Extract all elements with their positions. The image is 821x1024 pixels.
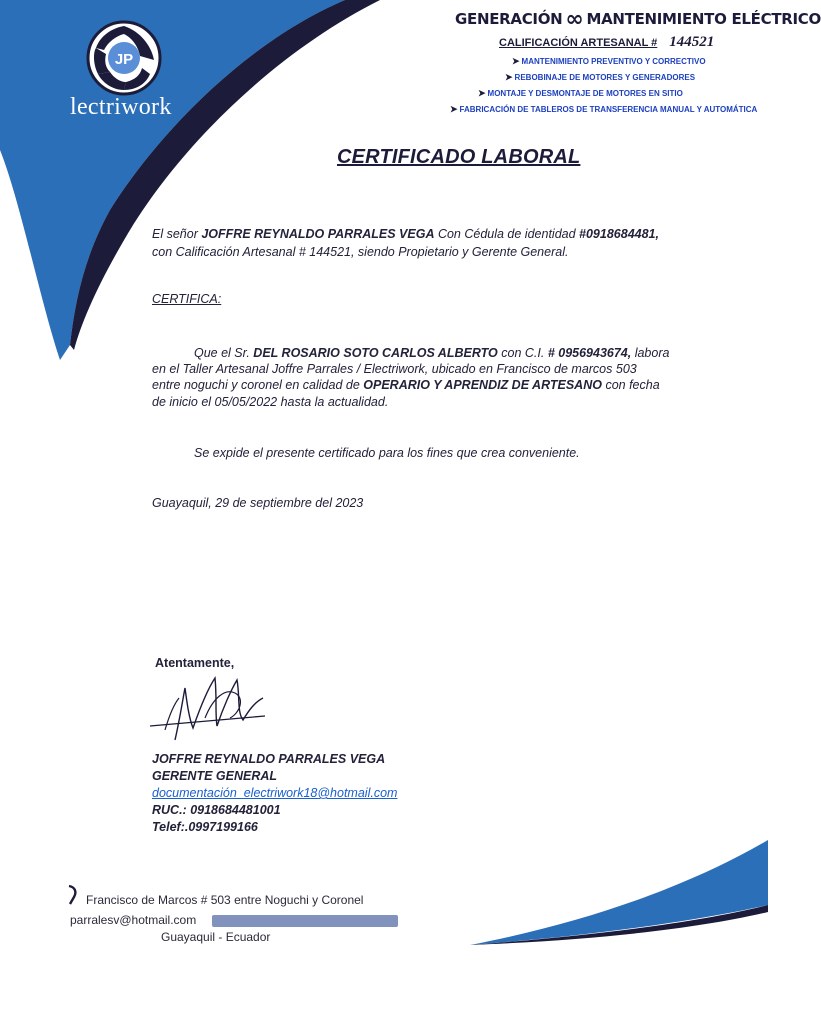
service-label: REBOBINAJE DE MOTORES Y GENERADORES	[514, 73, 696, 82]
header-title-right: MANTENIMIENTO ELÉCTRICO	[586, 10, 821, 28]
owner-name: JOFFRE REYNALDO PARRALES VEGA	[201, 227, 435, 241]
expide-line: Se expide el presente certificado para los fines que crea conveniente.	[194, 446, 580, 460]
infinity-icon: ∞	[565, 7, 584, 32]
handwritten-signature	[145, 668, 275, 748]
calificacion-label: CALIFICACIÓN ARTESANAL #	[499, 37, 658, 49]
signer-phone: Telef:.0997199166	[152, 820, 258, 834]
body-line-2: en el Taller Artesanal Joffre Parrales / Electriwork, ubicado en Francisco de marcos 503	[152, 362, 637, 376]
body-line-1	[194, 346, 669, 360]
service-item	[450, 104, 757, 115]
calificacion-number: 144521	[669, 34, 715, 50]
service-item	[512, 56, 706, 67]
employee-name: DEL ROSARIO SOTO CARLOS ALBERTO	[253, 346, 498, 360]
redacted-text	[212, 915, 398, 927]
footer-email: parralesv@hotmail.com	[70, 913, 197, 927]
intro-text: Con Cédula de identidad	[434, 227, 580, 241]
header-title	[455, 7, 821, 32]
signer-ruc: RUC.: 0918684481001	[152, 803, 281, 817]
brand-name: lectriwork	[70, 94, 172, 120]
document-title: CERTIFICADO LABORAL	[337, 146, 581, 168]
service-label: FABRICACIÓN DE TABLEROS DE TRANSFERENCIA MANUAL Y AUTOMÁTICA	[459, 105, 758, 114]
service-item	[505, 72, 695, 83]
footer-city: Guayaquil - Ecuador	[161, 930, 271, 944]
place-date: Guayaquil, 29 de septiembre del 2023	[152, 496, 364, 510]
calificacion-line	[499, 34, 714, 51]
employee-id: # 0956943674,	[547, 346, 632, 360]
logo-monogram: JP	[114, 51, 134, 68]
service-label: MONTAJE Y DESMONTAJE DE MOTORES EN SITIO	[487, 89, 683, 98]
body-line-3	[152, 378, 660, 392]
location-pin-icon	[66, 884, 78, 906]
intro-line-2: con Calificación Artesanal # 144521, siendo Propietario y Gerente General.	[152, 245, 569, 259]
employee-position: OPERARIO Y APRENDIZ DE ARTESANO	[363, 378, 602, 392]
owner-id: #0918684481,	[579, 227, 659, 241]
body-text: con fecha	[601, 378, 660, 392]
body-text: labora	[631, 346, 670, 360]
closing: Atentamente,	[155, 656, 235, 670]
arrow-icon: ➤	[512, 56, 520, 66]
footer-address: Francisco de Marcos # 503 entre Noguchi y Coronel	[86, 893, 364, 907]
intro-text: El señor	[152, 227, 202, 241]
body-text: entre noguchi y coronel en calidad de	[152, 378, 364, 392]
body-text: Que el Sr.	[194, 346, 254, 360]
signer-email-link[interactable]: documentación_electriwork18@hotmail.com	[152, 786, 398, 800]
arrow-icon: ➤	[450, 104, 458, 114]
signer-role: GERENTE GENERAL	[152, 769, 278, 783]
body-text: con C.I.	[497, 346, 548, 360]
certifica-heading: CERTIFICA:	[152, 292, 222, 306]
header-title-left: GENERACIÓN	[455, 10, 563, 28]
service-label: MANTENIMIENTO PREVENTIVO Y CORRECTIVO	[521, 57, 706, 66]
company-logo	[84, 18, 164, 98]
signer-name: JOFFRE REYNALDO PARRALES VEGA	[152, 752, 386, 766]
arrow-icon: ➤	[478, 88, 486, 98]
intro-line-1	[152, 227, 659, 241]
body-line-4: de inicio el 05/05/2022 hasta la actualidad.	[152, 395, 389, 409]
service-item	[478, 88, 683, 99]
arrow-icon: ➤	[505, 72, 513, 82]
